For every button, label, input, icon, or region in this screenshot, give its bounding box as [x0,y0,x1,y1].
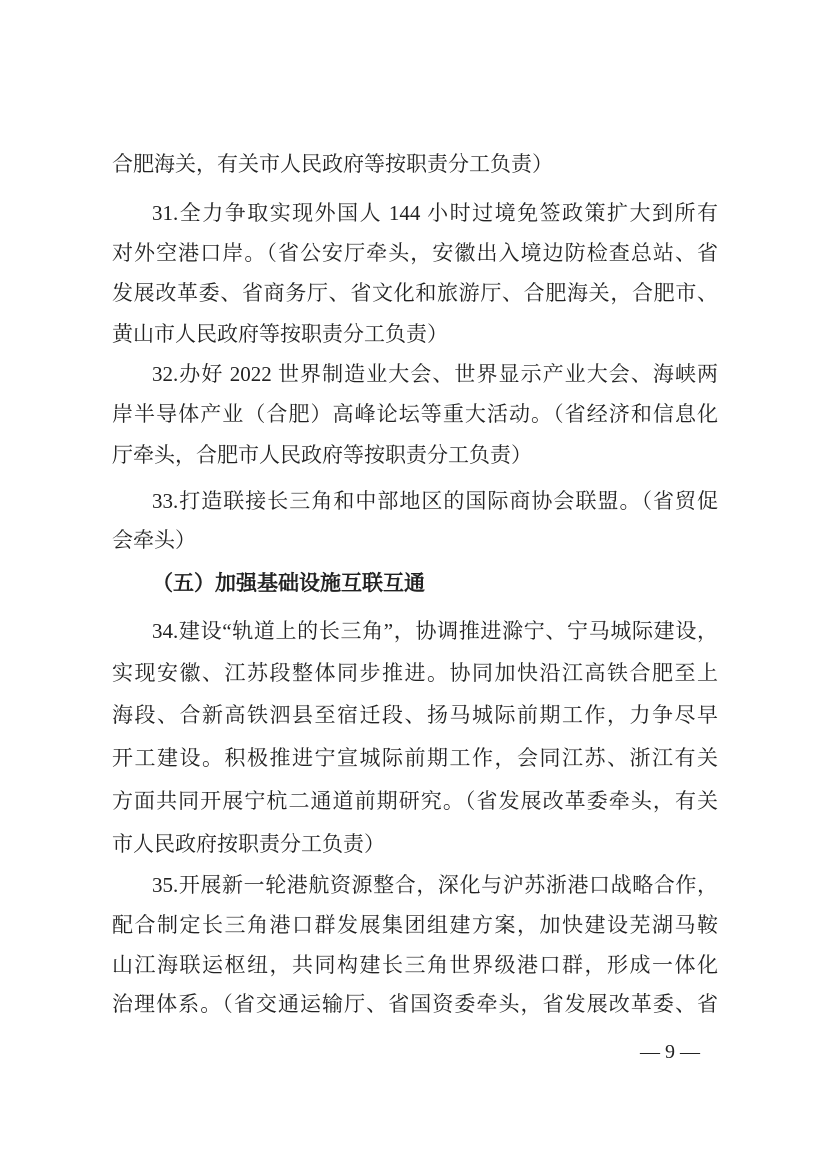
text-line: 黄山市人民政府等按职责分工负责） [112,322,448,346]
text-line: 海段、合新高铁泗县至宿迁段、扬马城际前期工作，力争尽早 [112,703,718,727]
text-line: 厅牵头，合肥市人民政府等按职责分工负责） [112,443,532,467]
text-line: 32.办好 2022 世界制造业大会、世界显示产业大会、海峡两 [152,362,718,386]
page-number: — 9 — [640,1041,700,1063]
text-line: 配合制定长三角港口群发展集团组建方案，加快建设芜湖马鞍 [112,913,718,937]
text-line: 实现安徽、江苏段整体同步推进。协同加快沿江高铁合肥至上 [112,661,718,685]
text-line: 34.建设“轨道上的长三角”，协调推进滁宁、宁马城际建设， [152,619,718,643]
text-line: 方面共同开展宁杭二通道前期研究。（省发展改革委牵头，有关 [112,789,718,813]
text-line: 33.打造联接长三角和中部地区的国际商协会联盟。（省贸促 [152,489,718,513]
text-line: 山江海联运枢纽，共同构建长三角世界级港口群，形成一体化 [112,953,718,977]
text-line: 治理体系。（省交通运输厅、省国资委牵头，省发展改革委、省 [112,992,718,1016]
text-line: 35.开展新一轮港航资源整合，深化与沪苏浙港口战略合作， [152,873,718,897]
text-line: 对外空港口岸。（省公安厅牵头，安徽出入境边防检查总站、省 [112,241,718,265]
text-line: 岸半导体产业（合肥）高峰论坛等重大活动。（省经济和信息化 [112,402,718,426]
text-line: 市人民政府按职责分工负责） [112,832,385,856]
text-line: 合肥海关，有关市人民政府等按职责分工负责） [112,152,553,176]
section-heading: （五）加强基础设施互联互通 [152,571,425,595]
text-line: 发展改革委、省商务厅、省文化和旅游厅、合肥海关，合肥市、 [112,281,718,305]
text-line: 31.全力争取实现外国人 144 小时过境免签政策扩大到所有 [152,201,718,225]
text-line: 会牵头） [112,528,196,552]
text-line: 开工建设。积极推进宁宣城际前期工作，会同江苏、浙江有关 [112,746,718,770]
